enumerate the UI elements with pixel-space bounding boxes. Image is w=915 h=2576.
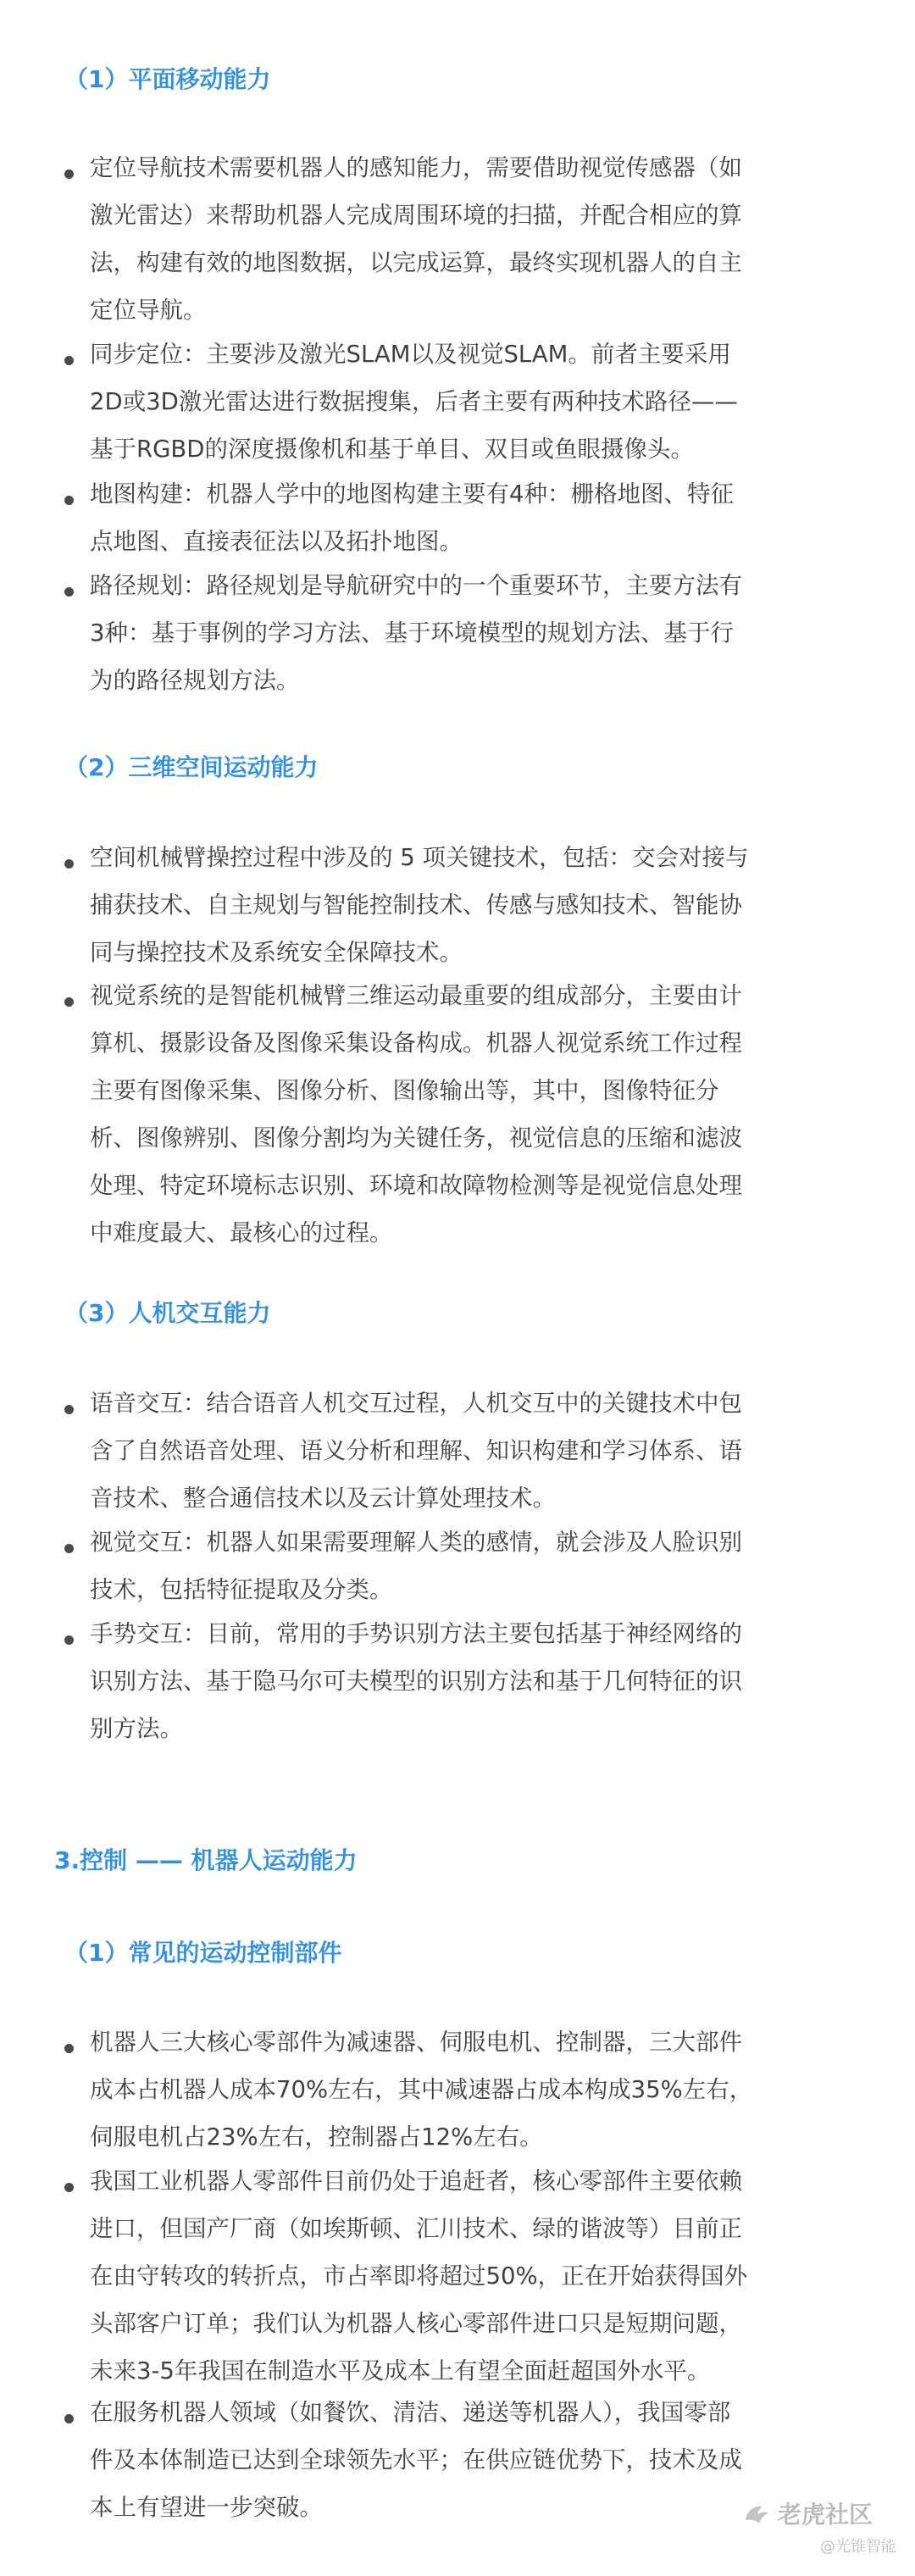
chapter-heading-control: 3.控制 —— 机器人运动能力 — [54, 1846, 358, 1874]
text-line: 视觉系统的是智能机械臂三维运动最重要的组成部分，主要由计 — [90, 982, 742, 1009]
text-line: 为的路径规划方法。 — [90, 667, 300, 694]
text-line: 地图构建：机器人学中的地图构建主要有4种：栅格地图、特征 — [90, 480, 734, 508]
watermark-handle: @光锥智能 — [820, 2538, 896, 2556]
text-line: 析、图像辨别、图像分割均为关键任务，视觉信息的压缩和滤波 — [90, 1124, 742, 1152]
text-line: 捕获技术、自主规划与智能控制技术、传感与感知技术、智能协 — [90, 891, 742, 919]
bullet-icon — [64, 2183, 74, 2192]
text-line: 定位导航技术需要机器人的感知能力，需要借助视觉传感器（如 — [90, 154, 742, 181]
text-line: 含了自然语音处理、语义分析和理解、知识构建和学习体系、语 — [90, 1437, 742, 1464]
text-line: 进口，但国产厂商（如埃斯顿、汇川技术、绿的谐波等）目前正 — [90, 2215, 742, 2242]
bullet-icon — [64, 2414, 74, 2423]
section-heading-3d-motion: （2）三维空间运动能力 — [64, 753, 319, 781]
text-line: 点地图、直接表征法以及拓扑地图。 — [90, 528, 463, 555]
bullet-icon — [64, 496, 74, 505]
text-line: 路径规划：路径规划是导航研究中的一个重要环节，主要方法有 — [90, 572, 742, 599]
bullet-icon — [64, 2044, 74, 2053]
text-line: 法，构建有效的地图数据，以完成运算，最终实现机器人的自主 — [90, 249, 742, 276]
text-line: 音技术、整合通信技术以及云计算处理技术。 — [90, 1485, 556, 1512]
text-line: 定位导航。 — [90, 297, 207, 324]
text-line: 主要有图像采集、图像分析、图像输出等，其中，图像特征分 — [90, 1077, 719, 1104]
text-line: 本上有望进一步突破。 — [90, 2494, 323, 2521]
text-line: 识别方法、基于隐马尔可夫模型的识别方法和基于几何特征的识 — [90, 1668, 742, 1695]
text-line: 算机、摄影设备及图像采集设备构成。机器人视觉系统工作过程 — [90, 1030, 742, 1057]
section-heading-plane-motion: （1）平面移动能力 — [64, 65, 271, 93]
watermark — [730, 2496, 900, 2564]
text-line: 手势交互：目前，常用的手势识别方法主要包括基于神经网络的 — [90, 1620, 742, 1647]
text-line: 3种：基于事例的学习方法、基于环境模型的规划方法、基于行 — [90, 619, 734, 647]
text-line: 未来3-5年我国在制造水平及成本上有望全面赶超国外水平。 — [90, 2357, 711, 2384]
text-line: 空间机械臂操控过程中涉及的 5 项关键技术，包括：交会对接与 — [90, 844, 749, 871]
text-line: 同与操控技术及系统安全保障技术。 — [90, 939, 463, 966]
text-line: 视觉交互：机器人如果需要理解人类的感情，就会涉及人脸识别 — [90, 1529, 742, 1556]
text-line: 2D或3D激光雷达进行数据搜集，后者主要有两种技术路径—— — [90, 388, 738, 415]
section-heading-motion-control-parts: （1）常见的运动控制部件 — [64, 1939, 342, 1967]
text-line: 我国工业机器人零部件目前仍处于追赶者，核心零部件主要依赖 — [90, 2168, 742, 2195]
bullet-icon — [64, 997, 74, 1007]
text-line: 在服务机器人领域（如餐饮、清洁、递送等机器人），我国零部 — [90, 2399, 731, 2426]
bullet-icon — [64, 356, 74, 365]
text-line: 处理、特定环境标志识别、环境和故障物检测等是视觉信息处理 — [90, 1172, 742, 1199]
text-line: 同步定位：主要涉及激光SLAM以及视觉SLAM。前者主要采用 — [90, 341, 731, 368]
text-line: 机器人三大核心零部件为减速器、伺服电机、控制器，三大部件 — [90, 2029, 742, 2056]
text-line: 语音交互：结合语音人机交互过程，人机交互中的关键技术中包 — [90, 1390, 742, 1417]
text-line: 头部客户订单；我们认为机器人核心零部件进口只是短期问题， — [90, 2310, 742, 2337]
text-line: 成本占机器人成本70%左右，其中减速器占成本构成35%左右， — [90, 2076, 753, 2103]
bullet-icon — [64, 859, 74, 869]
bullet-icon — [64, 169, 74, 179]
bullet-icon — [64, 1405, 74, 1414]
tiger-logo-icon — [742, 2501, 771, 2530]
text-line: 中难度最大、最核心的过程。 — [90, 1219, 393, 1246]
bullet-icon — [64, 1544, 74, 1553]
text-line: 伺服电机占23%左右，控制器占12%左右。 — [90, 2124, 543, 2151]
text-line: 别方法。 — [90, 1715, 183, 1742]
text-line: 技术，包括特征提取及分类。 — [90, 1576, 393, 1603]
text-line: 件及本体制造已达到全球领先水平；在供应链优势下，技术及成 — [90, 2446, 742, 2473]
text-line: 基于RGBD的深度摄像机和基于单目、双目或鱼眼摄像头。 — [90, 436, 694, 463]
text-line: 在由守转攻的转折点，市占率即将超过50%，正在开始获得国外 — [90, 2262, 748, 2290]
bullet-icon — [64, 1635, 74, 1645]
section-heading-hci: （3）人机交互能力 — [64, 1299, 271, 1327]
watermark-title: 老虎社区 — [778, 2501, 873, 2529]
bullet-icon — [64, 587, 74, 597]
text-line: 激光雷达）来帮助机器人完成周围环境的扫描，并配合相应的算 — [90, 202, 742, 229]
